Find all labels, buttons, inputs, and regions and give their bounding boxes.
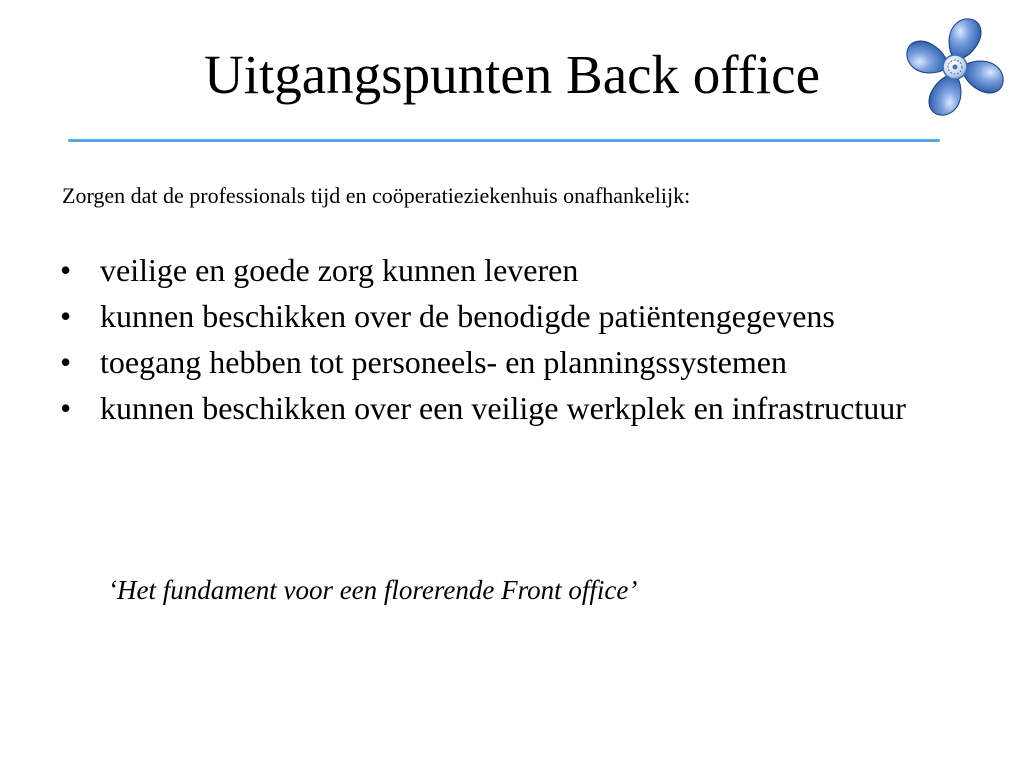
propeller-logo-icon	[902, 14, 1008, 120]
bullet-item	[58, 344, 998, 380]
bullet-item	[58, 390, 998, 426]
closing-quote: ‘Het fundament voor een florerende Front office’	[108, 575, 638, 605]
bullet-dot-icon: •	[60, 252, 72, 288]
bullet-item	[58, 298, 998, 334]
bullet-list	[58, 252, 998, 436]
bullet-text: toegang hebben tot personeels- en planningssystemen	[100, 344, 787, 380]
bullet-dot-icon: •	[60, 298, 72, 334]
bullet-dot-icon: •	[60, 344, 72, 380]
bullet-item	[58, 252, 998, 288]
intro-text: Zorgen dat de professionals tijd en coöperatieziekenhuis onafhankelijk:	[62, 183, 691, 208]
slide-title: Uitgangspunten Back office	[203, 44, 821, 105]
bullet-text: kunnen beschikken over de benodigde patiëntengegevens	[100, 298, 835, 334]
bullet-text: kunnen beschikken over een veilige werkplek en infrastructuur	[100, 390, 906, 426]
bullet-dot-icon: •	[60, 390, 72, 426]
bullet-text: veilige en goede zorg kunnen leveren	[100, 252, 579, 288]
title-underline	[68, 139, 940, 142]
